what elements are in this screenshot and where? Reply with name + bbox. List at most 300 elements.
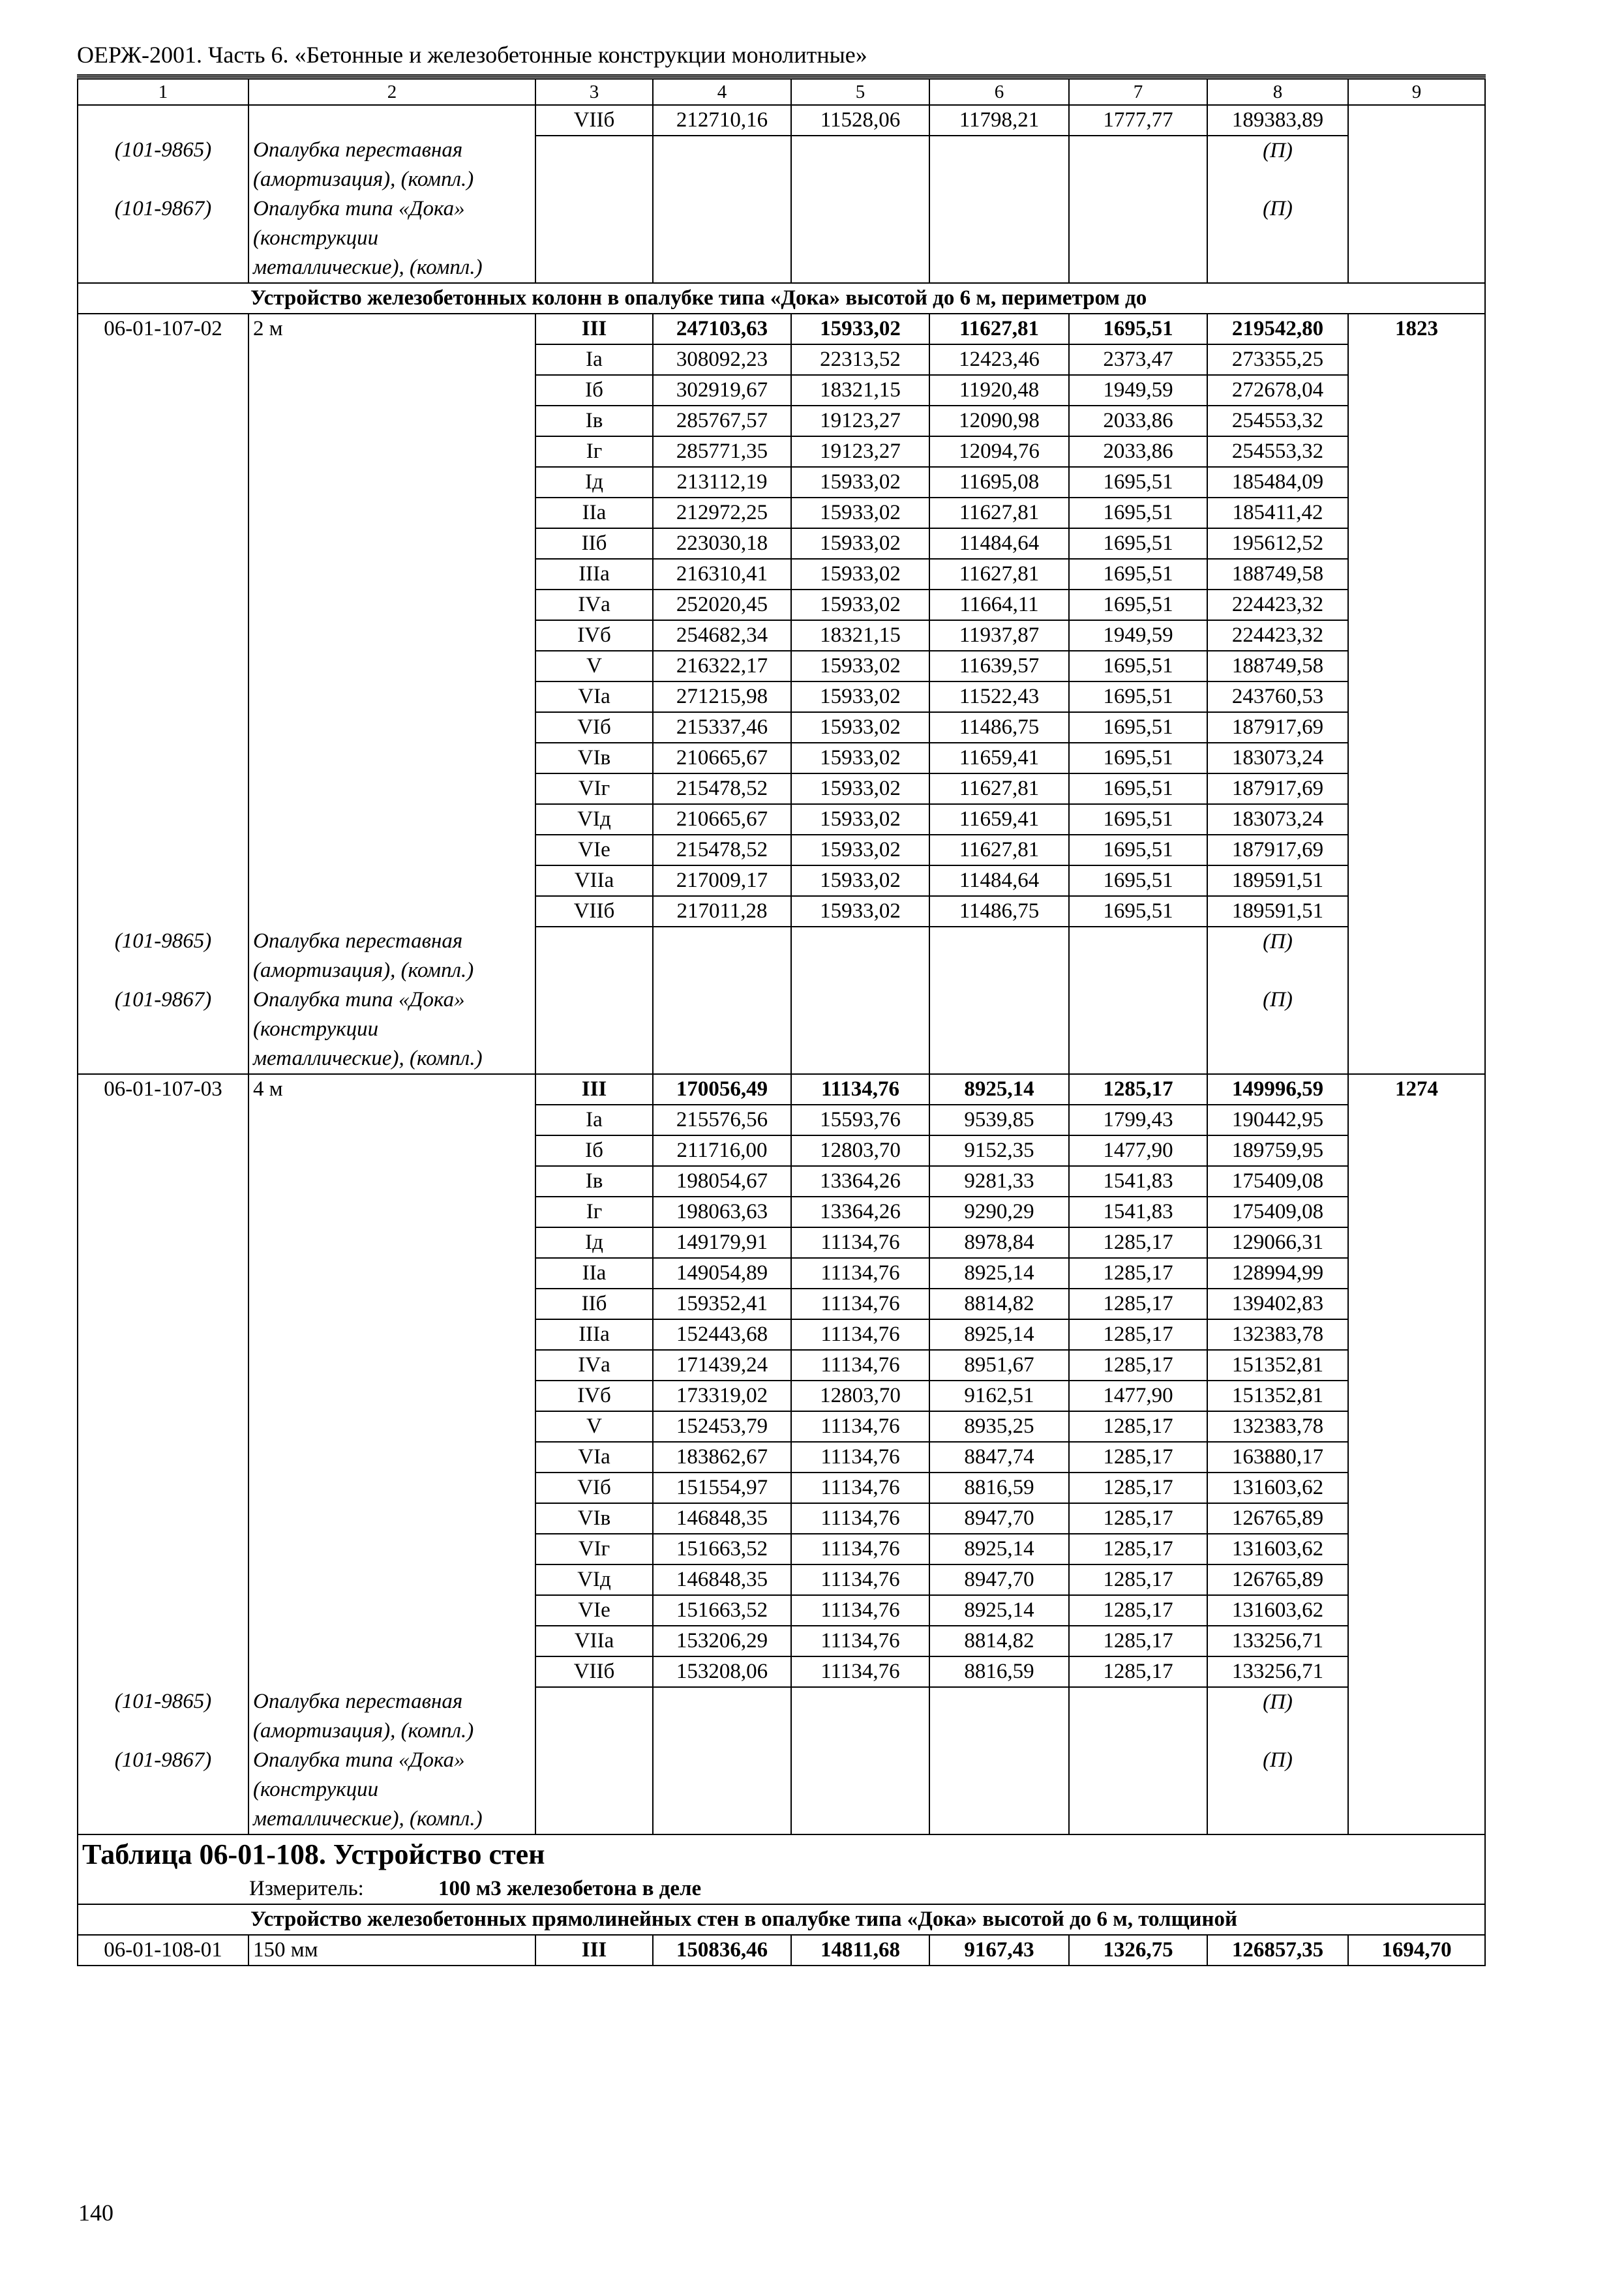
measure-label: Измеритель:	[249, 1877, 364, 1900]
value-cell: 11627,81	[929, 559, 1069, 590]
value-cell: 252020,45	[653, 590, 791, 620]
empty-cell	[929, 1746, 1069, 1834]
rate-code	[78, 1595, 248, 1626]
table-row	[78, 1166, 1485, 1197]
value-cell: 12803,70	[791, 1381, 929, 1411]
empty-cell	[653, 194, 791, 283]
value-cell: 1477,90	[1069, 1135, 1207, 1166]
rate-code	[78, 773, 248, 804]
rates-table	[77, 78, 1486, 1966]
zone-cell: VIе	[535, 835, 653, 865]
zone-cell: VIа	[535, 681, 653, 712]
value-cell: 18321,15	[791, 620, 929, 651]
zone-cell: VIIа	[535, 1626, 653, 1656]
zone-cell: VIе	[535, 1595, 653, 1626]
section-heading-row	[78, 283, 1485, 314]
value-cell: 11659,41	[929, 743, 1069, 773]
zone-cell: Iв	[535, 406, 653, 436]
value-cell: 247103,63	[653, 314, 791, 344]
value-cell: 133256,71	[1207, 1656, 1348, 1687]
labor-cell	[1348, 375, 1485, 406]
rates-table-body	[78, 79, 1485, 1966]
labor-cell	[1348, 1197, 1485, 1227]
empty-cell	[535, 136, 653, 194]
value-cell: 272678,04	[1207, 375, 1348, 406]
table-row	[78, 804, 1485, 835]
rate-name	[248, 1319, 535, 1350]
labor-cell	[1348, 1166, 1485, 1197]
rate-code	[78, 467, 248, 498]
value-cell: 215478,52	[653, 835, 791, 865]
value-cell: 215478,52	[653, 773, 791, 804]
table-row	[78, 1473, 1485, 1503]
rate-name	[248, 1503, 535, 1534]
value-cell: 2033,86	[1069, 406, 1207, 436]
value-cell: 2033,86	[1069, 436, 1207, 467]
value-cell: 195612,52	[1207, 528, 1348, 559]
value-cell: 8925,14	[929, 1319, 1069, 1350]
table-row	[78, 1135, 1485, 1166]
rate-name	[248, 1135, 535, 1166]
value-cell: 224423,32	[1207, 590, 1348, 620]
rate-code	[78, 344, 248, 375]
labor-cell	[1348, 590, 1485, 620]
value-cell: 12423,46	[929, 344, 1069, 375]
value-cell: 1694,70	[1348, 1935, 1485, 1966]
value-cell: 11695,08	[929, 467, 1069, 498]
value-cell: 11627,81	[929, 314, 1069, 344]
zone-cell: V	[535, 651, 653, 681]
empty-cell	[1348, 136, 1485, 194]
zone-cell: VIг	[535, 1534, 653, 1564]
formwork-row	[78, 1687, 1485, 1746]
section-heading: Устройство железобетонных колонн в опалубке типа «Дока» высотой до 6 м, периметром до	[78, 283, 1485, 314]
labor-cell	[1348, 1595, 1485, 1626]
value-cell: 152443,68	[653, 1319, 791, 1350]
value-cell: 1285,17	[1069, 1503, 1207, 1534]
rate-code	[78, 865, 248, 896]
value-cell: 151352,81	[1207, 1381, 1348, 1411]
table-row	[78, 1564, 1485, 1595]
table-row	[78, 1289, 1485, 1319]
formwork-row	[78, 194, 1485, 283]
labor-cell	[1348, 467, 1485, 498]
value-cell: 188749,58	[1207, 651, 1348, 681]
labor-cell	[1348, 1626, 1485, 1656]
section-heading-row	[78, 1904, 1485, 1935]
rate-code	[78, 712, 248, 743]
labor-cell	[1348, 1656, 1485, 1687]
value-cell: 8816,59	[929, 1473, 1069, 1503]
value-cell: 8951,67	[929, 1350, 1069, 1381]
value-cell: 19123,27	[791, 406, 929, 436]
value-cell: 308092,23	[653, 344, 791, 375]
value-cell: 8816,59	[929, 1656, 1069, 1687]
table-row	[78, 314, 1485, 344]
zone-cell: IVб	[535, 1381, 653, 1411]
value-cell: 131603,62	[1207, 1534, 1348, 1564]
zone-cell: Iб	[535, 1135, 653, 1166]
empty-cell	[535, 985, 653, 1074]
rate-code	[78, 1227, 248, 1258]
labor-cell	[1348, 1258, 1485, 1289]
rate-name	[248, 620, 535, 651]
value-cell: 8925,14	[929, 1258, 1069, 1289]
rate-code	[78, 1503, 248, 1534]
value-cell: 189591,51	[1207, 865, 1348, 896]
value-cell: 1695,51	[1069, 865, 1207, 896]
value-cell: 1285,17	[1069, 1258, 1207, 1289]
value-cell: 9152,35	[929, 1135, 1069, 1166]
empty-cell	[653, 1746, 791, 1834]
value-cell: 1695,51	[1069, 314, 1207, 344]
table-row	[78, 1626, 1485, 1656]
value-cell: 11134,76	[791, 1564, 929, 1595]
empty-cell	[791, 136, 929, 194]
zone-cell: IVа	[535, 590, 653, 620]
empty-cell	[1069, 927, 1207, 985]
value-cell: 9162,51	[929, 1381, 1069, 1411]
value-cell: 1695,51	[1069, 651, 1207, 681]
value-cell: 159352,41	[653, 1289, 791, 1319]
empty-cell	[791, 1746, 929, 1834]
rate-name	[248, 344, 535, 375]
formwork-code: (101-9867)	[78, 194, 248, 283]
value-cell: 1949,59	[1069, 375, 1207, 406]
value-cell: 15933,02	[791, 590, 929, 620]
labor-cell	[1348, 835, 1485, 865]
table-title: Таблица 06-01-108. Устройство стен	[78, 1834, 1485, 1874]
rate-name	[248, 1473, 535, 1503]
value-cell: 1695,51	[1069, 835, 1207, 865]
column-number: 9	[1348, 79, 1485, 105]
rate-code	[78, 1656, 248, 1687]
rate-name: 150 мм	[248, 1935, 535, 1966]
rate-name	[248, 1166, 535, 1197]
labor-cell	[1348, 498, 1485, 528]
value-cell: 153208,06	[653, 1656, 791, 1687]
rate-name	[248, 1227, 535, 1258]
value-cell: 15933,02	[791, 498, 929, 528]
table-row	[78, 498, 1485, 528]
value-cell: 1695,51	[1069, 528, 1207, 559]
value-cell: 11134,76	[791, 1473, 929, 1503]
labor-cell	[1348, 681, 1485, 712]
value-cell: 216322,17	[653, 651, 791, 681]
table-row	[78, 620, 1485, 651]
value-cell: 183862,67	[653, 1442, 791, 1473]
rate-code	[78, 681, 248, 712]
empty-cell	[535, 1687, 653, 1746]
table-row	[78, 1350, 1485, 1381]
empty-cell	[1348, 985, 1485, 1074]
labor-cell: 1823	[1348, 314, 1485, 344]
value-cell: 187917,69	[1207, 712, 1348, 743]
value-cell: 11134,76	[791, 1503, 929, 1534]
formwork-mark: (П)	[1207, 136, 1348, 194]
value-cell: 1695,51	[1069, 804, 1207, 835]
value-cell: 1695,51	[1069, 467, 1207, 498]
table-row	[78, 467, 1485, 498]
empty-cell	[1348, 927, 1485, 985]
rate-code	[78, 1534, 248, 1564]
rate-code	[78, 375, 248, 406]
zone-cell: VIб	[535, 712, 653, 743]
rate-code	[78, 1442, 248, 1473]
value-cell: 8978,84	[929, 1227, 1069, 1258]
zone-cell: IIIа	[535, 559, 653, 590]
value-cell: 254553,32	[1207, 436, 1348, 467]
table-title-row	[78, 1834, 1485, 1874]
value-cell: 211716,00	[653, 1135, 791, 1166]
value-cell: 1285,17	[1069, 1473, 1207, 1503]
value-cell: 11134,76	[791, 1289, 929, 1319]
value-cell: 217009,17	[653, 865, 791, 896]
labor-cell	[1348, 1503, 1485, 1534]
zone-cell: VIв	[535, 1503, 653, 1534]
value-cell: 8814,82	[929, 1289, 1069, 1319]
column-number: 6	[929, 79, 1069, 105]
rate-code	[78, 1105, 248, 1135]
value-cell: 302919,67	[653, 375, 791, 406]
column-number: 2	[248, 79, 535, 105]
value-cell: 1285,17	[1069, 1227, 1207, 1258]
empty-cell	[535, 927, 653, 985]
rate-name	[248, 1381, 535, 1411]
section-heading: Устройство железобетонных прямолинейных стен в опалубке типа «Дока» высотой до 6 м, толщиной	[78, 1904, 1485, 1935]
value-cell: 9167,43	[929, 1935, 1069, 1966]
value-cell: 11627,81	[929, 773, 1069, 804]
zone-cell: IIб	[535, 1289, 653, 1319]
rate-code	[78, 1319, 248, 1350]
labor-cell	[1348, 651, 1485, 681]
value-cell: 1695,51	[1069, 743, 1207, 773]
value-cell: 15933,02	[791, 467, 929, 498]
column-number: 5	[791, 79, 929, 105]
value-cell: 273355,25	[1207, 344, 1348, 375]
table-row	[78, 1197, 1485, 1227]
value-cell: 219542,80	[1207, 314, 1348, 344]
formwork-row	[78, 1746, 1485, 1834]
zone-cell: VIIб	[535, 105, 653, 136]
empty-cell	[1069, 1687, 1207, 1746]
zone-cell: Iд	[535, 467, 653, 498]
rate-code	[78, 1626, 248, 1656]
value-cell: 146848,35	[653, 1564, 791, 1595]
formwork-mark: (П)	[1207, 194, 1348, 283]
value-cell: 152453,79	[653, 1411, 791, 1442]
rate-code	[78, 1166, 248, 1197]
formwork-row	[78, 927, 1485, 985]
value-cell: 11134,76	[791, 1411, 929, 1442]
value-cell: 22313,52	[791, 344, 929, 375]
value-cell: 11920,48	[929, 375, 1069, 406]
labor-cell	[1348, 773, 1485, 804]
value-cell: 149179,91	[653, 1227, 791, 1258]
value-cell: 15933,02	[791, 896, 929, 927]
value-cell: 1285,17	[1069, 1411, 1207, 1442]
value-cell: 1695,51	[1069, 498, 1207, 528]
column-number-row	[78, 79, 1485, 105]
value-cell: 9281,33	[929, 1166, 1069, 1197]
value-cell: 212972,25	[653, 498, 791, 528]
value-cell: 188749,58	[1207, 559, 1348, 590]
formwork-name: Опалубка типа «Дока» (конструкции металлические), (компл.)	[248, 194, 535, 283]
empty-cell	[1348, 1687, 1485, 1746]
value-cell: 11659,41	[929, 804, 1069, 835]
value-cell: 11134,76	[791, 1595, 929, 1626]
value-cell: 1695,51	[1069, 559, 1207, 590]
value-cell: 8814,82	[929, 1626, 1069, 1656]
labor-cell	[1348, 1319, 1485, 1350]
value-cell: 151352,81	[1207, 1350, 1348, 1381]
formwork-code: (101-9867)	[78, 985, 248, 1074]
value-cell: 1695,51	[1069, 590, 1207, 620]
value-cell: 11639,57	[929, 651, 1069, 681]
value-cell: 11528,06	[791, 105, 929, 136]
value-cell: 1285,17	[1069, 1656, 1207, 1687]
empty-cell	[1348, 1746, 1485, 1834]
value-cell: 8935,25	[929, 1411, 1069, 1442]
zone-cell: Iа	[535, 1105, 653, 1135]
value-cell: 198054,67	[653, 1166, 791, 1197]
value-cell: 1695,51	[1069, 681, 1207, 712]
rate-name	[248, 1534, 535, 1564]
labor-cell	[1348, 804, 1485, 835]
value-cell: 189759,95	[1207, 1135, 1348, 1166]
empty-cell	[653, 927, 791, 985]
rate-name	[248, 406, 535, 436]
value-cell: 1285,17	[1069, 1319, 1207, 1350]
value-cell: 1777,77	[1069, 105, 1207, 136]
zone-cell: IVа	[535, 1350, 653, 1381]
labor-cell	[1348, 406, 1485, 436]
column-number: 8	[1207, 79, 1348, 105]
value-cell: 216310,41	[653, 559, 791, 590]
value-cell: 11522,43	[929, 681, 1069, 712]
empty-cell	[929, 194, 1069, 283]
zone-cell: IIа	[535, 498, 653, 528]
value-cell: 13364,26	[791, 1166, 929, 1197]
rate-name	[248, 773, 535, 804]
labor-cell	[1348, 1289, 1485, 1319]
value-cell: 15933,02	[791, 712, 929, 743]
value-cell: 11627,81	[929, 835, 1069, 865]
value-cell: 14811,68	[791, 1935, 929, 1966]
zone-cell: Iб	[535, 375, 653, 406]
table-row	[78, 651, 1485, 681]
empty-cell	[1348, 194, 1485, 283]
rate-name	[248, 467, 535, 498]
rate-code	[78, 896, 248, 927]
page-number: 140	[78, 2200, 113, 2226]
value-cell: 1695,51	[1069, 712, 1207, 743]
value-cell: 133256,71	[1207, 1626, 1348, 1656]
formwork-code: (101-9865)	[78, 927, 248, 985]
value-cell: 215337,46	[653, 712, 791, 743]
table-row	[78, 1319, 1485, 1350]
value-cell: 12090,98	[929, 406, 1069, 436]
empty-cell	[929, 927, 1069, 985]
zone-cell: Iд	[535, 1227, 653, 1258]
empty-cell	[929, 136, 1069, 194]
value-cell: 243760,53	[1207, 681, 1348, 712]
rate-name	[248, 559, 535, 590]
zone-cell: Iг	[535, 436, 653, 467]
value-cell: 175409,08	[1207, 1166, 1348, 1197]
rate-code	[78, 1350, 248, 1381]
rate-name	[248, 835, 535, 865]
zone-cell: VIд	[535, 1564, 653, 1595]
formwork-row	[78, 985, 1485, 1074]
formwork-mark: (П)	[1207, 927, 1348, 985]
empty-cell	[248, 105, 535, 136]
formwork-mark: (П)	[1207, 1746, 1348, 1834]
value-cell: 15933,02	[791, 681, 929, 712]
value-cell: 175409,08	[1207, 1197, 1348, 1227]
rate-name	[248, 1656, 535, 1687]
zone-cell: Iв	[535, 1166, 653, 1197]
value-cell: 187917,69	[1207, 835, 1348, 865]
table-row	[78, 712, 1485, 743]
value-cell: 215576,56	[653, 1105, 791, 1135]
value-cell: 15933,02	[791, 314, 929, 344]
rate-code	[78, 1258, 248, 1289]
labor-cell	[1348, 1442, 1485, 1473]
rate-code	[78, 651, 248, 681]
empty-cell	[1069, 1746, 1207, 1834]
rate-name	[248, 590, 535, 620]
table-row	[78, 528, 1485, 559]
value-cell: 15933,02	[791, 743, 929, 773]
zone-cell: IIа	[535, 1258, 653, 1289]
empty-cell	[929, 1687, 1069, 1746]
table-row	[78, 743, 1485, 773]
value-cell: 126765,89	[1207, 1564, 1348, 1595]
value-cell: 170056,49	[653, 1074, 791, 1105]
formwork-code: (101-9865)	[78, 136, 248, 194]
labor-cell	[1348, 620, 1485, 651]
value-cell: 9290,29	[929, 1197, 1069, 1227]
labor-cell	[1348, 865, 1485, 896]
labor-cell	[1348, 1411, 1485, 1442]
column-number: 3	[535, 79, 653, 105]
table-row	[78, 681, 1485, 712]
rate-name	[248, 528, 535, 559]
table-row	[78, 105, 1485, 136]
rate-code	[78, 1564, 248, 1595]
rate-name	[248, 1626, 535, 1656]
value-cell: 139402,83	[1207, 1289, 1348, 1319]
rate-name	[248, 804, 535, 835]
value-cell: 183073,24	[1207, 804, 1348, 835]
table-row	[78, 835, 1485, 865]
zone-cell: VIб	[535, 1473, 653, 1503]
table-row	[78, 344, 1485, 375]
value-cell: 131603,62	[1207, 1595, 1348, 1626]
value-cell: 213112,19	[653, 467, 791, 498]
rate-code	[78, 835, 248, 865]
value-cell: 150836,46	[653, 1935, 791, 1966]
rate-code	[78, 804, 248, 835]
rate-name	[248, 1564, 535, 1595]
formwork-row	[78, 136, 1485, 194]
rate-name	[248, 1595, 535, 1626]
value-cell: 153206,29	[653, 1626, 791, 1656]
rate-name	[248, 896, 535, 927]
rate-code	[78, 743, 248, 773]
labor-cell	[1348, 1564, 1485, 1595]
